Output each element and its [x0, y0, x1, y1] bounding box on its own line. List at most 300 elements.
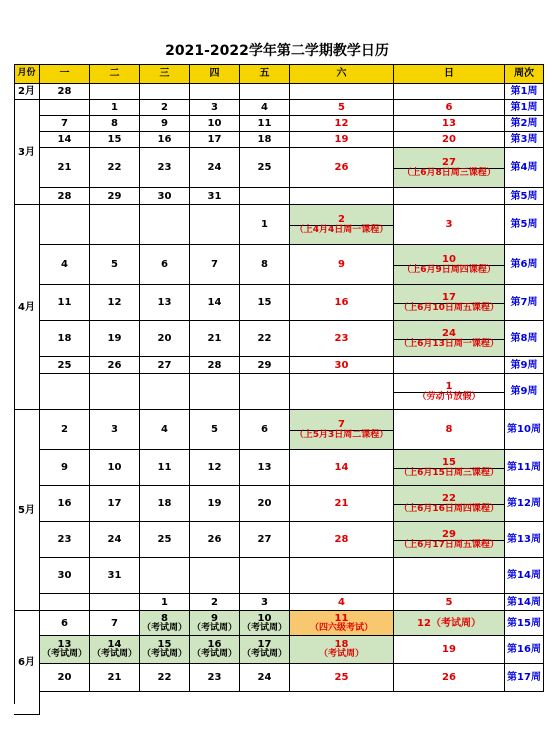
- day-number: 14: [207, 297, 222, 308]
- day-number: 19: [442, 644, 456, 655]
- day-cell: [40, 410, 90, 450]
- day-cell: [90, 321, 140, 357]
- day-cell: [90, 100, 140, 116]
- day-cell: [140, 357, 190, 374]
- day-cell: [140, 611, 190, 636]
- day-number: 8: [161, 612, 168, 624]
- day-number: 24: [257, 672, 272, 683]
- day-number: 14: [107, 639, 122, 651]
- day-cell: [190, 636, 240, 664]
- day-number: 24: [107, 534, 122, 545]
- week-label: 第2周: [505, 116, 544, 132]
- day-cell: [394, 116, 505, 132]
- day-number: 12（考试周）: [417, 617, 481, 629]
- day-cell: [90, 245, 140, 285]
- day-cell: [140, 132, 190, 148]
- day-number: 12: [207, 462, 222, 473]
- day-number: 3: [445, 219, 453, 230]
- day-number: 1: [261, 219, 268, 230]
- day-number: 11: [57, 297, 72, 308]
- week-label: 第14周: [505, 594, 544, 611]
- day-cell: [190, 357, 240, 374]
- day-number: 2: [211, 596, 218, 608]
- day-number: 8: [261, 259, 268, 270]
- day-number: 13: [157, 297, 172, 308]
- day-number: 2: [290, 214, 393, 226]
- day-number: 29: [107, 190, 122, 202]
- day-cell: [394, 188, 505, 205]
- cell-note: （上6月13日周一课程）: [399, 338, 499, 349]
- day-cell: [40, 205, 90, 245]
- day-number: 11: [334, 612, 349, 624]
- month-label: 3月: [14, 100, 40, 205]
- day-number: 15: [157, 639, 172, 651]
- day-cell: [40, 188, 90, 205]
- day-number: 2: [161, 102, 168, 113]
- day-cell: [140, 188, 190, 205]
- day-cell: [290, 450, 394, 486]
- day-number: 4: [261, 102, 268, 113]
- day-cell: [40, 116, 90, 132]
- day-cell: [90, 664, 140, 692]
- day-cell: [140, 84, 190, 100]
- day-cell: [140, 450, 190, 486]
- day-cell: [190, 132, 240, 148]
- day-cell: [394, 148, 505, 188]
- day-cell: [90, 450, 140, 486]
- day-number: 2: [61, 424, 68, 435]
- day-number: 16: [207, 639, 222, 651]
- day-cell: [240, 188, 290, 205]
- day-cell: [90, 188, 140, 205]
- day-number: 18: [57, 333, 72, 344]
- day-cell: [290, 84, 394, 100]
- day-number: 13: [257, 462, 272, 473]
- day-cell: [240, 285, 290, 321]
- day-cell: [240, 148, 290, 188]
- week-label: 第1周: [505, 84, 544, 100]
- week-label: 第1周: [505, 100, 544, 116]
- day-number: 5: [111, 259, 118, 270]
- day-number: 18: [157, 498, 172, 509]
- day-cell: [290, 664, 394, 692]
- day-number: 24: [207, 162, 222, 173]
- day-cell: [40, 245, 90, 285]
- day-number: 15: [257, 297, 272, 308]
- cell-note: （考试周）: [141, 649, 187, 660]
- day-cell: [290, 410, 394, 450]
- day-cell: [240, 321, 290, 357]
- day-cell: [140, 374, 190, 410]
- day-cell: [190, 205, 240, 245]
- day-number: 9: [211, 612, 218, 624]
- day-number: 17: [207, 134, 222, 145]
- day-cell: [240, 116, 290, 132]
- day-number: 6: [161, 259, 168, 270]
- day-number: 20: [157, 333, 172, 344]
- day-number: 6: [261, 424, 268, 435]
- day-cell: [290, 374, 394, 410]
- cell-note: （考试周）: [241, 622, 287, 633]
- cell-note: （四六级考试）: [309, 622, 373, 633]
- day-number: 1: [161, 596, 168, 608]
- day-number: 3: [111, 424, 118, 435]
- day-number: 19: [334, 134, 349, 145]
- day-number: 21: [57, 162, 72, 173]
- day-number: 18: [334, 639, 349, 651]
- day-cell: [240, 450, 290, 486]
- day-cell: [394, 594, 505, 611]
- day-cell: [394, 285, 505, 321]
- day-cell: [140, 100, 190, 116]
- day-number: 10: [257, 612, 272, 624]
- cell-note: （考试周）: [41, 649, 87, 660]
- day-number: 28: [207, 359, 222, 371]
- cell-note: （考试周）: [91, 649, 137, 660]
- day-cell: [40, 321, 90, 357]
- day-number: 30: [57, 570, 72, 581]
- day-cell: [190, 594, 240, 611]
- header-6: 六: [290, 64, 394, 84]
- week-label: 第8周: [505, 321, 544, 357]
- day-number: 8: [111, 118, 118, 129]
- day-cell: [290, 611, 394, 636]
- week-label: 第4周: [505, 148, 544, 188]
- day-number: 15: [107, 134, 122, 145]
- day-cell: [240, 410, 290, 450]
- month-label: 4月: [14, 205, 40, 410]
- cell-note: （上6月17日周五课程）: [399, 539, 499, 550]
- day-number: 3: [211, 102, 218, 113]
- day-cell: [240, 594, 290, 611]
- day-number: 30: [334, 359, 349, 371]
- week-label: 第11周: [505, 450, 544, 486]
- day-number: 24: [394, 328, 504, 340]
- day-number: 3: [261, 596, 268, 608]
- day-cell: [394, 205, 505, 245]
- week-label: 第13周: [505, 522, 544, 558]
- cell-note: （上5月3日周二课程）: [294, 429, 389, 440]
- day-cell: [190, 611, 240, 636]
- day-number: 9: [161, 118, 168, 129]
- day-cell: [90, 205, 140, 245]
- day-cell: [190, 374, 240, 410]
- day-cell: [290, 116, 394, 132]
- day-number: 29: [257, 359, 272, 371]
- day-cell: [90, 522, 140, 558]
- day-cell: [40, 486, 90, 522]
- day-cell: [394, 611, 505, 636]
- day-cell: [290, 188, 394, 205]
- day-cell: [140, 116, 190, 132]
- day-number: 7: [61, 118, 68, 129]
- day-cell: [90, 558, 140, 594]
- day-cell: [190, 321, 240, 357]
- day-number: 10: [394, 254, 504, 266]
- day-cell: [394, 450, 505, 486]
- day-number: 28: [334, 534, 349, 545]
- day-number: 22: [107, 162, 122, 173]
- day-cell: [240, 374, 290, 410]
- day-number: 13: [442, 118, 456, 129]
- day-cell: [140, 285, 190, 321]
- day-cell: [190, 84, 240, 100]
- day-cell: [240, 522, 290, 558]
- day-cell: [90, 611, 140, 636]
- day-cell: [240, 245, 290, 285]
- day-cell: [190, 116, 240, 132]
- day-cell: [290, 205, 394, 245]
- day-number: 9: [61, 462, 68, 473]
- day-number: 11: [257, 118, 272, 129]
- day-number: 22: [394, 493, 504, 505]
- day-cell: [240, 636, 290, 664]
- header-1: 一: [40, 64, 90, 84]
- day-cell: [190, 664, 240, 692]
- cell-note: （上6月15日周三课程）: [399, 467, 499, 478]
- day-cell: [90, 285, 140, 321]
- week-label: 第17周: [505, 664, 544, 692]
- day-number: 10: [207, 118, 222, 129]
- day-cell: [240, 611, 290, 636]
- cell-note: （考试周）: [191, 622, 237, 633]
- day-cell: [90, 148, 140, 188]
- day-cell: [40, 148, 90, 188]
- day-cell: [240, 100, 290, 116]
- day-cell: [190, 410, 240, 450]
- day-number: 6: [445, 102, 453, 113]
- day-cell: [40, 522, 90, 558]
- cell-note: （上6月8日周三课程）: [402, 167, 496, 178]
- week-label: 第7周: [505, 285, 544, 321]
- day-number: 16: [57, 498, 72, 509]
- day-cell: [290, 100, 394, 116]
- day-number: 8: [445, 424, 453, 435]
- day-cell: [90, 132, 140, 148]
- day-cell: [240, 132, 290, 148]
- day-cell: [40, 611, 90, 636]
- day-cell: [40, 285, 90, 321]
- day-cell: [40, 374, 90, 410]
- day-number: 13: [57, 639, 72, 651]
- cell-note: （上4月4日周一课程）: [294, 224, 389, 235]
- day-cell: [140, 664, 190, 692]
- header-7: 日: [394, 64, 505, 84]
- day-cell: [290, 285, 394, 321]
- day-number: 20: [442, 134, 456, 145]
- header-5: 五: [240, 64, 290, 84]
- day-number: 21: [207, 333, 222, 344]
- day-number: 27: [257, 534, 272, 545]
- day-cell: [394, 486, 505, 522]
- cell-note: （劳动节放假）: [417, 391, 481, 402]
- cell-note: （上6月16日周四课程）: [399, 503, 499, 514]
- page-title: 2021-2022学年第二学期教学日历: [165, 43, 389, 59]
- day-cell: [140, 245, 190, 285]
- day-cell: [140, 636, 190, 664]
- week-label: 第15周: [505, 611, 544, 636]
- day-cell: [290, 321, 394, 357]
- week-label: 第5周: [505, 205, 544, 245]
- day-cell: [40, 664, 90, 692]
- day-number: 5: [338, 102, 345, 113]
- cell-note: （考试周）: [141, 622, 187, 633]
- day-number: 28: [57, 86, 72, 97]
- header-2: 二: [90, 64, 140, 84]
- day-cell: [40, 84, 90, 100]
- day-number: 5: [445, 596, 453, 608]
- week-label: 第9周: [505, 374, 544, 410]
- day-cell: [190, 558, 240, 594]
- day-number: 25: [257, 162, 272, 173]
- day-number: 7: [290, 419, 393, 431]
- day-cell: [290, 594, 394, 611]
- day-cell: [290, 522, 394, 558]
- day-number: 7: [211, 259, 218, 270]
- day-cell: [394, 357, 505, 374]
- day-number: 30: [157, 190, 172, 202]
- day-number: 21: [334, 498, 349, 509]
- day-cell: [140, 522, 190, 558]
- calendar-table: [14, 64, 544, 704]
- day-number: 16: [334, 297, 349, 308]
- day-cell: [140, 486, 190, 522]
- month-label: 2月: [14, 84, 40, 100]
- week-label: 第12周: [505, 486, 544, 522]
- cell-note: （上6月10日周五课程）: [399, 302, 499, 313]
- day-cell: [140, 594, 190, 611]
- week-label: 第10周: [505, 410, 544, 450]
- day-cell: [394, 100, 505, 116]
- day-cell: [90, 636, 140, 664]
- day-number: 4: [161, 424, 168, 435]
- day-cell: [240, 84, 290, 100]
- day-number: 22: [157, 672, 172, 683]
- day-number: 26: [207, 534, 222, 545]
- day-number: 20: [257, 498, 272, 509]
- day-cell: [190, 285, 240, 321]
- day-cell: [40, 100, 90, 116]
- day-cell: [240, 486, 290, 522]
- day-cell: [40, 636, 90, 664]
- day-number: 21: [107, 672, 122, 683]
- day-number: 12: [107, 297, 122, 308]
- day-cell: [40, 594, 90, 611]
- week-label: 第9周: [505, 357, 544, 374]
- day-cell: [90, 374, 140, 410]
- week-label: 第6周: [505, 245, 544, 285]
- week-label: 第14周: [505, 558, 544, 594]
- day-number: 10: [107, 462, 122, 473]
- day-number: 4: [338, 596, 345, 608]
- day-number: 17: [394, 292, 504, 304]
- day-number: 18: [257, 134, 272, 145]
- day-cell: [394, 410, 505, 450]
- day-cell: [394, 245, 505, 285]
- day-number: 11: [157, 462, 172, 473]
- day-cell: [40, 450, 90, 486]
- day-number: 7: [111, 617, 118, 629]
- day-number: 22: [257, 333, 272, 344]
- day-cell: [240, 357, 290, 374]
- day-number: 31: [207, 190, 222, 202]
- day-cell: [290, 636, 394, 664]
- day-number: 25: [57, 359, 72, 371]
- day-cell: [190, 450, 240, 486]
- day-number: 4: [61, 259, 68, 270]
- day-cell: [90, 116, 140, 132]
- cell-note: （考试周）: [241, 649, 287, 660]
- day-number: 23: [207, 672, 222, 683]
- day-cell: [40, 357, 90, 374]
- day-cell: [394, 636, 505, 664]
- day-cell: [290, 148, 394, 188]
- day-number: 12: [334, 118, 349, 129]
- header-3: 三: [140, 64, 190, 84]
- month-label: 5月: [14, 410, 40, 611]
- day-cell: [90, 410, 140, 450]
- day-number: 14: [57, 134, 72, 145]
- header-4: 四: [190, 64, 240, 84]
- day-cell: [240, 664, 290, 692]
- day-number: 1: [394, 381, 504, 393]
- day-number: 16: [157, 134, 172, 145]
- day-cell: [394, 374, 505, 410]
- day-cell: [290, 357, 394, 374]
- day-number: 26: [334, 162, 349, 173]
- day-cell: [190, 245, 240, 285]
- day-number: 6: [61, 617, 68, 629]
- day-cell: [240, 205, 290, 245]
- day-number: 26: [107, 359, 122, 371]
- day-number: 15: [394, 457, 504, 469]
- day-cell: [394, 321, 505, 357]
- day-number: 17: [257, 639, 272, 651]
- day-cell: [190, 188, 240, 205]
- day-number: 20: [57, 672, 72, 683]
- month-label: 6月: [14, 611, 40, 715]
- day-number: 25: [157, 534, 172, 545]
- cell-note: （考试周）: [318, 649, 364, 660]
- day-number: 14: [334, 462, 349, 473]
- day-cell: [90, 486, 140, 522]
- day-number: 19: [207, 498, 222, 509]
- week-label: 第3周: [505, 132, 544, 148]
- day-cell: [190, 522, 240, 558]
- day-number: 5: [211, 424, 218, 435]
- day-cell: [240, 558, 290, 594]
- day-cell: [394, 558, 505, 594]
- day-cell: [140, 558, 190, 594]
- day-cell: [290, 558, 394, 594]
- day-cell: [190, 486, 240, 522]
- day-cell: [40, 132, 90, 148]
- day-number: 17: [107, 498, 122, 509]
- day-number: 23: [57, 534, 72, 545]
- day-cell: [394, 664, 505, 692]
- cell-note: （考试周）: [191, 649, 237, 660]
- day-cell: [290, 132, 394, 148]
- day-cell: [90, 357, 140, 374]
- day-cell: [140, 321, 190, 357]
- day-number: 9: [338, 259, 345, 270]
- day-cell: [90, 594, 140, 611]
- day-number: 25: [334, 672, 349, 683]
- day-cell: [140, 205, 190, 245]
- day-cell: [190, 148, 240, 188]
- day-number: 27: [394, 157, 504, 169]
- header-0: 月份: [14, 64, 40, 84]
